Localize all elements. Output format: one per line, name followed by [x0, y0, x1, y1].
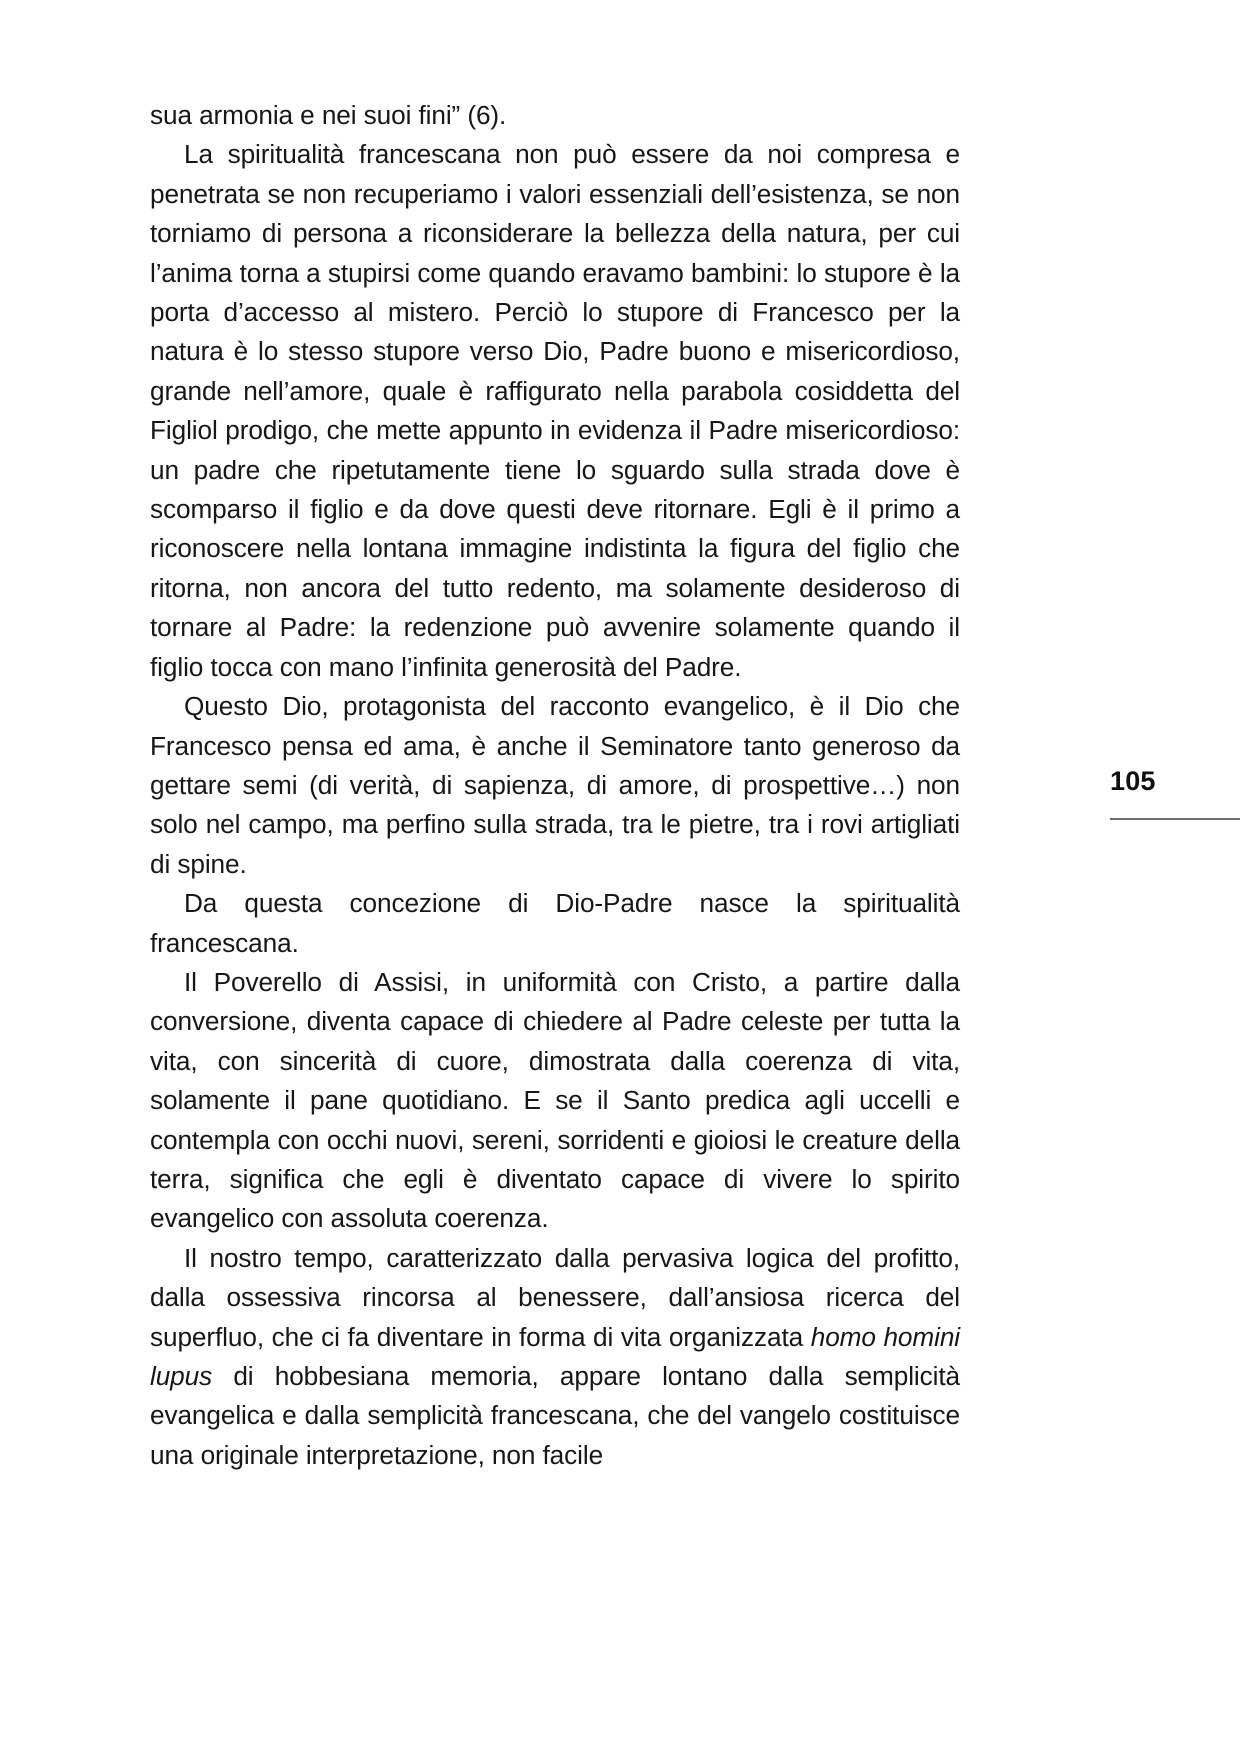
paragraph-0: sua armonia e nei suoi fini” (6).: [150, 100, 507, 130]
page-number: 105: [1110, 766, 1156, 796]
paragraph-2: Questo Dio, protagonista del racconto evangelico, è il Dio che Francesco pensa ed ama, è anche il Seminatore tanto generoso da gettare semi (di verità, di sapienza, di amore, di prospettive…) non solo nel campo, ma perfino sulla strada, tra le pietre, tra i rovi artigliati di spine.: [150, 691, 960, 879]
paragraph-5-run-0: Il nostro tempo, caratterizzato dalla pervasiva logica del profitto, dalla ossessiva rincorsa al benessere, dall’ansiosa ricerca del superfluo, che ci fa diventare in forma di vita organizzata: [150, 1242, 960, 1352]
latin-phrase-italic: homo homini lupus: [150, 1321, 961, 1391]
page-number-block: [1110, 766, 1240, 796]
paragraph-4: Il Poverello di Assisi, in uniformità con Cristo, a partire dalla conversione, diventa capace di chiedere al Padre celeste per tutta la vita, con sincerità di cuore, dimostrata dalla coerenza di vita, solamente il pane quotidiano. E se il Santo predica agli uccelli e contempla con occhi nuovi, sereni, sorridenti e gioiosi le creature della terra, significa che egli è diventato capace di vivere lo spirito evangelico con assoluta coerenza.: [150, 966, 960, 1234]
paragraph-5: [150, 1239, 960, 1475]
page-number-rule: [1110, 818, 1240, 820]
paragraph-3: Da questa concezione di Dio-Padre nasce la spiritualità francescana.: [150, 888, 960, 958]
paragraph-5-run-2: di hobbesiana memoria, appare lontano dalla semplicità evangelica e dalla semplicità francescana, che del vangelo costituisce una originale interpretazione, non facile: [150, 1361, 960, 1470]
paragraph-1: La spiritualità francescana non può essere da noi compresa e penetrata se non recuperiamo i valori essenziali dell’esistenza, se non torniamo di persona a riconsiderare la bellezza della natura, per cui l’anima torna a stupirsi come quando eravamo bambini: lo stupore è la porta d’accesso al mistero. Perciò lo stupore di Francesco per la natura è lo stesso stupore verso Dio, Padre buono e misericordioso, grande nell’amore, quale è raffigurato nella parabola cosiddetta del Figliol prodigo, che mette appunto in evidenza il Padre misericordioso: un padre che ripetutamente tiene lo sguardo sulla strada dove è scomparso il figlio e da dove questi deve ritornare. Egli è il primo a riconoscere nella lontana immagine indistinta la figura del figlio che ritorna, non ancora del tutto redento, ma solamente desideroso di tornare al Padre: la redenzione può avvenire solamente quando il figlio tocca con mano l’infinita generosità del Padre.: [150, 139, 960, 682]
body-text-column: [150, 96, 960, 1475]
